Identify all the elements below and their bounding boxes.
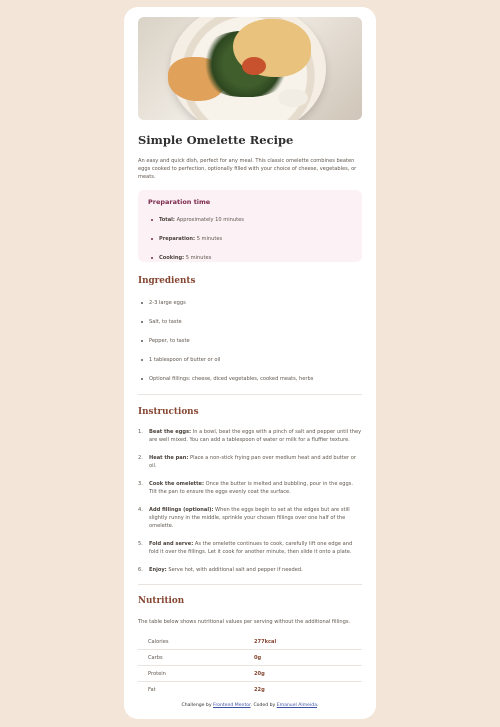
ingredient-item: 2-3 large eggs [138,299,362,307]
recipe-description: An easy and quick dish, perfect for any meal. This classic omelette combines beaten eggs cooked to perfection, optionally filled with your choice of cheese, vegetables, or meats. [138,158,357,180]
nutrition-title: Nutrition [138,596,185,606]
table-row: Carbs 0g [138,650,362,666]
instruction-step: 6. Enjoy: Serve hot, with additional salt and pepper if needed. [138,567,303,573]
prep-item: Preparation: 5 minutes [148,235,352,243]
divider [138,394,362,395]
instruction-step: 2. Heat the pan: Place a non-stick frying pan over medium heat and add butter or oil. [138,455,356,469]
instruction-step: 4. Add fillings (optional): When the eggs begin to set at the edges but are still slightly runny in the middle, sprinkle your chosen fillings over one half of the omelette. [138,507,350,529]
instruction-step: 3. Cook the omelette: Once the butter is melted and bubbling, pour in the eggs. Tilt the pan to ensure the eggs evenly coat the surface. [138,481,353,495]
ingredient-item: Pepper, to taste [138,337,362,345]
ingredient-item: 1 tablespoon of butter or oil [138,356,362,364]
attribution-footer: Challenge by Frontend Mentor. Coded by Emanuel Almeida. [181,703,319,708]
nutrition-intro: The table below shows nutritional values per serving without the additional fillings. [138,619,351,625]
frontend-mentor-link[interactable]: Frontend Mentor [213,703,251,708]
divider [138,584,362,585]
omelette-image [138,17,362,120]
ingredient-item: Salt, to taste [138,318,362,326]
preparation-time-box [138,190,362,262]
instructions-title: Instructions [138,407,199,417]
table-row: Protein 20g [138,666,362,682]
instruction-step: 5. Fold and serve: As the omelette continues to cook, carefully lift one edge and fold it over the fillings. Let it cook for another minute, then slide it onto a plate. [138,541,353,555]
ingredients-list [138,299,362,383]
author-link[interactable]: Emanuel Almeida [276,703,318,708]
table-row: Calories 277kcal [138,634,362,650]
table-row: Fat 22g [148,686,265,693]
ingredient-item: Optional fillings: cheese, diced vegetables, cooked meats, herbs [138,375,362,383]
instructions-list [138,428,362,574]
recipe-card [124,7,376,719]
preparation-title: Preparation time [148,198,211,206]
recipe-title: Simple Omelette Recipe [138,133,294,147]
prep-item: Total: Approximately 10 minutes [148,216,352,224]
instruction-step: 1. Beat the eggs: In a bowl, beat the eggs with a pinch of salt and pepper until they are well mixed. You can add a tablespoon of water or milk for a fluffier texture. [138,429,362,443]
prep-item: Cooking: 5 minutes [148,254,352,262]
ingredients-title: Ingredients [138,276,196,286]
nutrition-table [138,634,362,697]
